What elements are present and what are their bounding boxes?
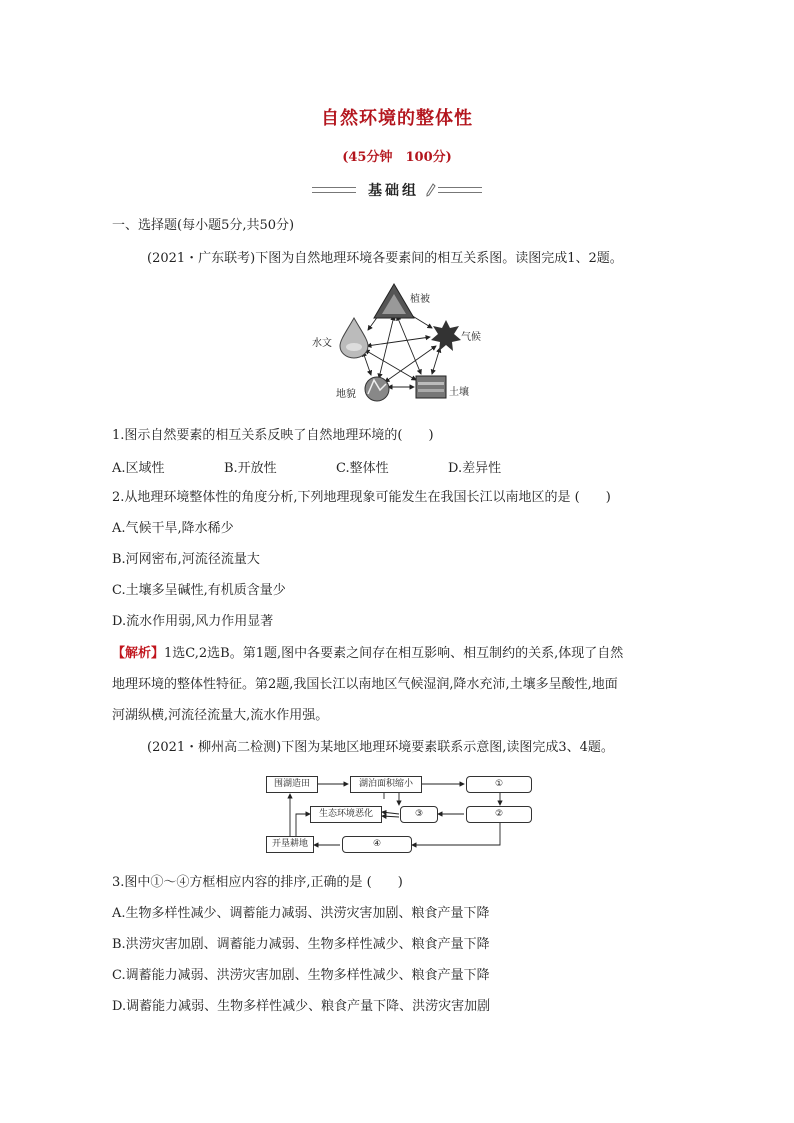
analysis-line-3: 河湖纵横,河流径流量大,流水作用强。: [112, 708, 329, 723]
hydrology-icon: [340, 318, 368, 358]
soil-icon: [416, 376, 446, 398]
landform-icon: [365, 377, 389, 401]
q1-option-b: B.开放性: [224, 461, 277, 476]
box-circle-3: ③: [400, 806, 438, 823]
q1-option-a: A.区域性: [112, 461, 165, 476]
box-reclaim-lake: 围湖造田: [266, 776, 318, 793]
box-eco-worsen: 生态环境恶化: [310, 806, 382, 823]
section-rule-right: [438, 187, 482, 193]
section-rule-left: [312, 187, 356, 193]
intro-question-3-4: (2021・柳州高二检测)下图为某地区地理环境要素联系示意图,读图完成3、4题。: [147, 740, 614, 755]
q1-option-c: C.整体性: [336, 461, 389, 476]
node-landform: 地貌: [336, 389, 356, 400]
box-lake-shrinks: 湖泊面积缩小: [350, 776, 422, 793]
q3-option-c: C.调蓄能力减弱、洪涝灾害加剧、生物多样性减少、粮食产量下降: [112, 968, 490, 983]
q3-option-d: D.调蓄能力减弱、生物多样性减少、粮食产量下降、洪涝灾害加剧: [112, 999, 491, 1014]
node-vegetation: 植被: [410, 294, 430, 305]
q2-option-a: A.气候干旱,降水稀少: [112, 521, 234, 536]
box-circle-4: ④: [342, 836, 412, 853]
node-soil: 土壤: [449, 387, 469, 398]
q3-option-a: A.生物多样性减少、调蓄能力减弱、洪涝灾害加剧、粮食产量下降: [112, 906, 490, 921]
q2-option-d: D.流水作用弱,风力作用显著: [112, 614, 274, 629]
elements-diagram: [308, 282, 488, 402]
node-hydrology: 水文: [312, 338, 332, 349]
analysis-line-2: 地理环境的整体性特征。第2题,我国长江以南地区气候湿润,降水充沛,土壤多呈酸性,地面: [112, 677, 618, 692]
q2-option-c: C.土壤多呈碱性,有机质含量少: [112, 583, 286, 598]
part-heading: 一、选择题(每小题5分,共50分): [112, 218, 295, 233]
pencil-icon: [426, 182, 436, 201]
analysis-label: 【解析】: [112, 646, 165, 661]
page-subtitle: (45分钟 100分): [342, 150, 452, 165]
question-2-stem: 2.从地理环境整体性的角度分析,下列地理现象可能发生在我国长江以南地区的是 ( ): [112, 490, 611, 505]
intro-question-1-2: (2021・广东联考)下图为自然地理环境各要素间的相互关系图。读图完成1、2题。: [147, 251, 623, 266]
q1-option-d: D.差异性: [448, 461, 502, 476]
analysis-text-1: 1选C,2选B。第1题,图中各要素之间存在相互影响、相互制约的关系,体现了自然: [164, 646, 624, 661]
box-cultivate: 开垦耕地: [266, 836, 314, 853]
page-title: 自然环境的整体性: [321, 108, 473, 129]
vegetation-icon: [374, 284, 414, 318]
box-circle-1: ①: [466, 776, 532, 793]
section-header: [312, 180, 482, 202]
q2-option-b: B.河网密布,河流径流量大: [112, 552, 260, 567]
box-circle-2: ②: [466, 806, 532, 823]
question-3-stem: 3.图中①～④方框相应内容的排序,正确的是 ( ): [112, 875, 403, 890]
section-label: 基础组: [368, 183, 419, 199]
node-climate: 气候: [461, 332, 481, 343]
flow-diagram: [262, 772, 538, 858]
question-1-stem: 1.图示自然要素的相互关系反映了自然地理环境的( ): [112, 428, 434, 443]
analysis-line-1: [112, 644, 623, 664]
q3-option-b: B.洪涝灾害加剧、调蓄能力减弱、生物多样性减少、粮食产量下降: [112, 937, 490, 952]
